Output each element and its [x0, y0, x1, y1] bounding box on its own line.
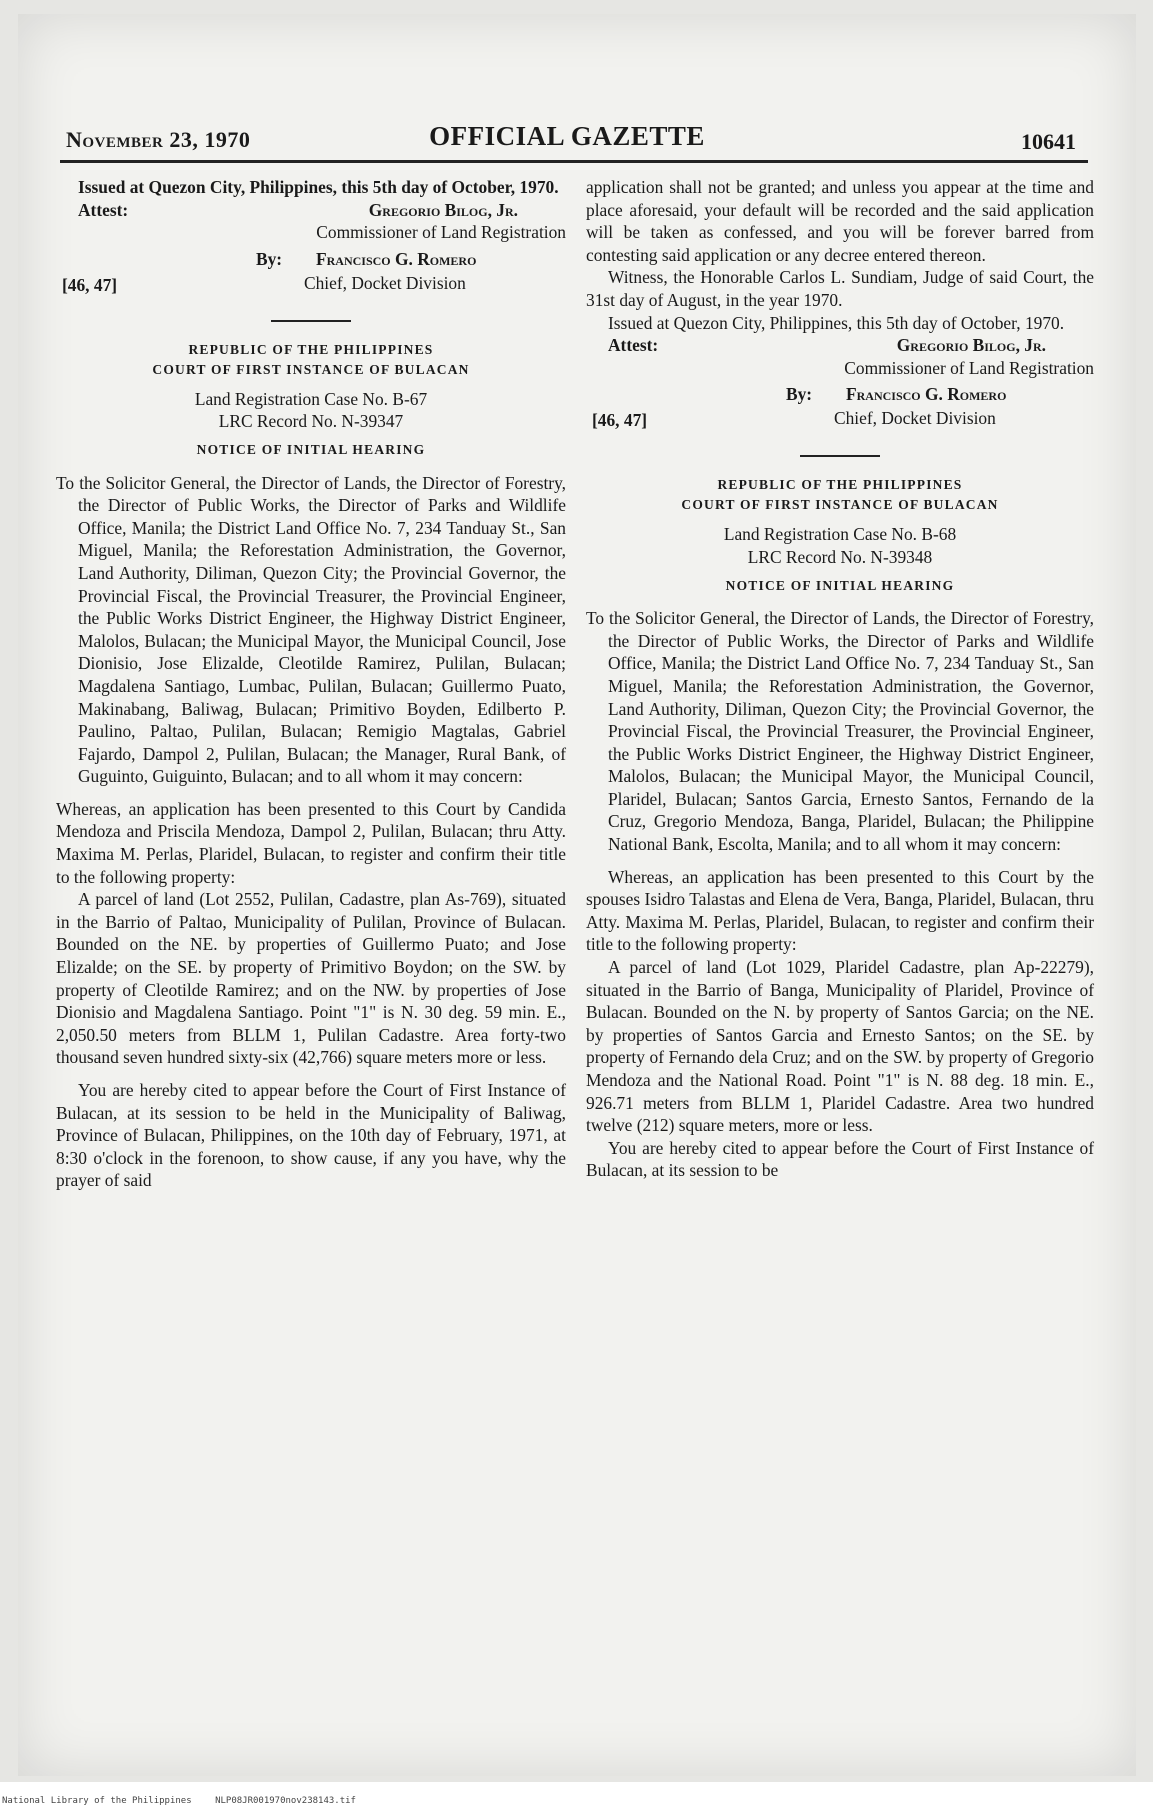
court-heading: COURT OF FIRST INSTANCE OF BULACAN — [681, 497, 999, 513]
gazette-page — [18, 14, 1136, 1776]
addressees: To the Solicitor General, the Director of Lands, the Director of Forestry, the Director of Public Works, the Director of Parks and Wildlife Office, Manila; the District Land Office No. 7, 234 Tanduay St., San Miguel, Manila; the Reforestation Administration, the Governor, Land Authority, Diliman, Quezon City; the Provincial Governor, the Provincial Fiscal, the Provincial Treasurer, the Provincial Engineer, the Public Works District Engineer, the Highway District Engineer, Malolos, Bulacan; the Municipal Mayor, the Municipal Council, Plaridel, Bulacan; Santos Garcia, Ernesto Santos, Fernando de la Cruz, Gregorio Mendoza, Banga, Plaridel, Bulacan; the Philippine National Bank, Escolta, Manila; and to all whom it may concern: — [586, 608, 1094, 855]
witness-paragraph: Witness, the Honorable Carlos L. Sundiam, Judge of said Court, the 31st day of August, in the year 1970. — [586, 267, 1094, 310]
by-title: Chief, Docket Division — [304, 272, 466, 293]
signer-name: Gregorio Bilog, Jr. — [896, 335, 1046, 356]
parcel-description: A parcel of land (Lot 1029, Plaridel Cadastre, plan Ap-22279), situated in the Barrio of Banga, Municipality of Plaridel, Province of Bulacan. Bounded on the N. by property of Santos Garcia; on the NE. by properties of Santos Garcia and Ernesto Santos; on the SE. by property of Fernando dela Cruz; and on the SW. by property of Gregorio Mendoza and the National Road. Point "1" is N. 88 deg. 18 min. E., 926.71 meters from BLLM 1, Plaridel Cadastre. Area two hundred twelve (212) square meters, more or less. — [586, 957, 1094, 1136]
attest-label: Attest: — [78, 199, 129, 220]
by-label: By: — [256, 248, 283, 269]
file-name: NLP08JR001970nov238143.tif — [215, 1796, 356, 1806]
by-block — [56, 248, 566, 300]
citation-paragraph: You are hereby cited to appear before the Court of First Instance of Bulacan, at its session to be — [586, 1137, 1094, 1181]
signer-name: Gregorio Bilog, Jr. — [368, 199, 518, 220]
by-block — [586, 383, 1094, 435]
whereas-paragraph: Whereas, an application has been presented to this Court by the spouses Isidro Talastas and Elena de Vera, Banga, Plaridel, Bulacan, thru Atty. Maxima M. Perlas, Plaridel, Bulacan, to register and confirm their title to the following property: — [586, 866, 1094, 955]
header-rule — [60, 160, 1088, 163]
signer-title: Commissioner of Land Registration — [316, 222, 566, 243]
notice-heading: NOTICE OF INITIAL HEARING — [196, 441, 426, 457]
left-column — [56, 176, 566, 1192]
publication-title: OFFICIAL GAZETTE — [429, 121, 705, 151]
running-head — [58, 121, 1076, 161]
attest-label: Attest: — [608, 335, 659, 356]
issue-date: November 23, 1970 — [66, 127, 251, 152]
by-label: By: — [786, 384, 813, 405]
attest-row — [56, 199, 566, 222]
signer-title: Commissioner of Land Registration — [844, 357, 1094, 378]
notice-heading: NOTICE OF INITIAL HEARING — [725, 577, 955, 593]
republic-heading: REPUBLIC OF THE PHILIPPINES — [188, 341, 434, 357]
attest-row — [586, 334, 1094, 357]
citation-paragraph: You are hereby cited to appear before the Court of First Instance of Bulacan, at its session to be held in the Municipality of Baliwag, Province of Bulacan, Philippines, on the 10th day of February, 1971, at 8:30 o'clock in the forenoon, to show cause, if any you have, why the prayer of said — [56, 1080, 566, 1191]
scan-footer — [0, 1782, 1153, 1808]
by-name: Francisco G. Romero — [846, 384, 1007, 405]
by-name: Francisco G. Romero — [316, 248, 477, 269]
continuation-paragraph: application shall not be granted; and unless you appear at the time and place aforesaid, your default will be recorded and the said application will be taken as confessed, and you will be forever barred from contesting said application or any decree entered thereon. — [586, 177, 1094, 265]
reference-number: [46, 47] — [62, 274, 118, 295]
addressees: To the Solicitor General, the Director of Lands, the Director of Forestry, the Director of Public Works, the Director of Parks and Wildlife Office, Manila; the District Land Office No. 7, 234 Tanduay St., San Miguel, Manila; the Reforestation Administration, the Governor, Land Authority, Diliman, Quezon City; the Provincial Governor, the Provincial Fiscal, the Provincial Treasurer, the Provincial Engineer, the Public Works District Engineer, the Highway District Engineer, Malolos, Bulacan; the Municipal Mayor, the Municipal Council, Jose Dionisio, Jose Elizalde, Cleotilde Ramirez, Pulilan, Bulacan; Magdalena Santiago, Lumbac, Pulilan, Bulacan; Guillermo Puato, Makinabang, Baliwag, Bulacan; Primitivo Boyden, Edilberto P. Paulino, Paltao, Pulilan, Bulacan; Remigio Magtalas, Gabriel Fajardo, Dampol 2, Pulilan, Bulacan; the Manager, Rural Bank, of Guguinto, Guiguinto, Bulacan; and to all whom it may concern: — [56, 472, 566, 787]
court-heading: COURT OF FIRST INSTANCE OF BULACAN — [152, 361, 470, 377]
lrc-record: LRC Record No. N-39348 — [747, 546, 933, 567]
case-number: Land Registration Case No. B-67 — [194, 388, 428, 409]
republic-heading: REPUBLIC OF THE PHILIPPINES — [717, 477, 963, 493]
page-number: 10641 — [1021, 129, 1076, 154]
reference-number: [46, 47] — [592, 410, 648, 431]
lrc-record: LRC Record No. N-39347 — [218, 411, 404, 432]
right-column — [586, 176, 1094, 1182]
issued-line: Issued at Quezon City, Philippines, this 5th day of October, 1970. — [608, 312, 1065, 333]
whereas-paragraph: Whereas, an application has been presented to this Court by Candida Mendoza and Priscila Mendoza, Dampol 2, Pulilan, Bulacan; thru Atty. Maxima M. Perlas, Plaridel, Bulacan, to register and confirm their title to the following property: — [56, 798, 566, 887]
case-number: Land Registration Case No. B-68 — [723, 524, 957, 545]
parcel-description: A parcel of land (Lot 2552, Pulilan, Cadastre, plan As-769), situated in the Barrio of Paltao, Municipality of Pulilan, Province of Bulacan. Bounded on the NE. by properties of Guillermo Puato; and Jose Elizalde; on the SE. by property of Primitivo Boydon; on the SW. by property of Cleotilde Ramirez; and on the NW. by properties of Jose Dionisio and Magdalena Santiago. Point "1" is N. 30 deg. 59 min. E., 2,050.50 meters from BLLM 1, Pulilan Cadastre. Area forty-two thousand seven hundred sixty-six (42,766) square meters more or less. — [56, 889, 566, 1068]
issued-line: Issued at Quezon City, Philippines, this 5th day of October, 1970. — [78, 177, 559, 197]
library-credit: National Library of the Philippines — [2, 1796, 192, 1806]
by-title: Chief, Docket Division — [834, 408, 996, 429]
